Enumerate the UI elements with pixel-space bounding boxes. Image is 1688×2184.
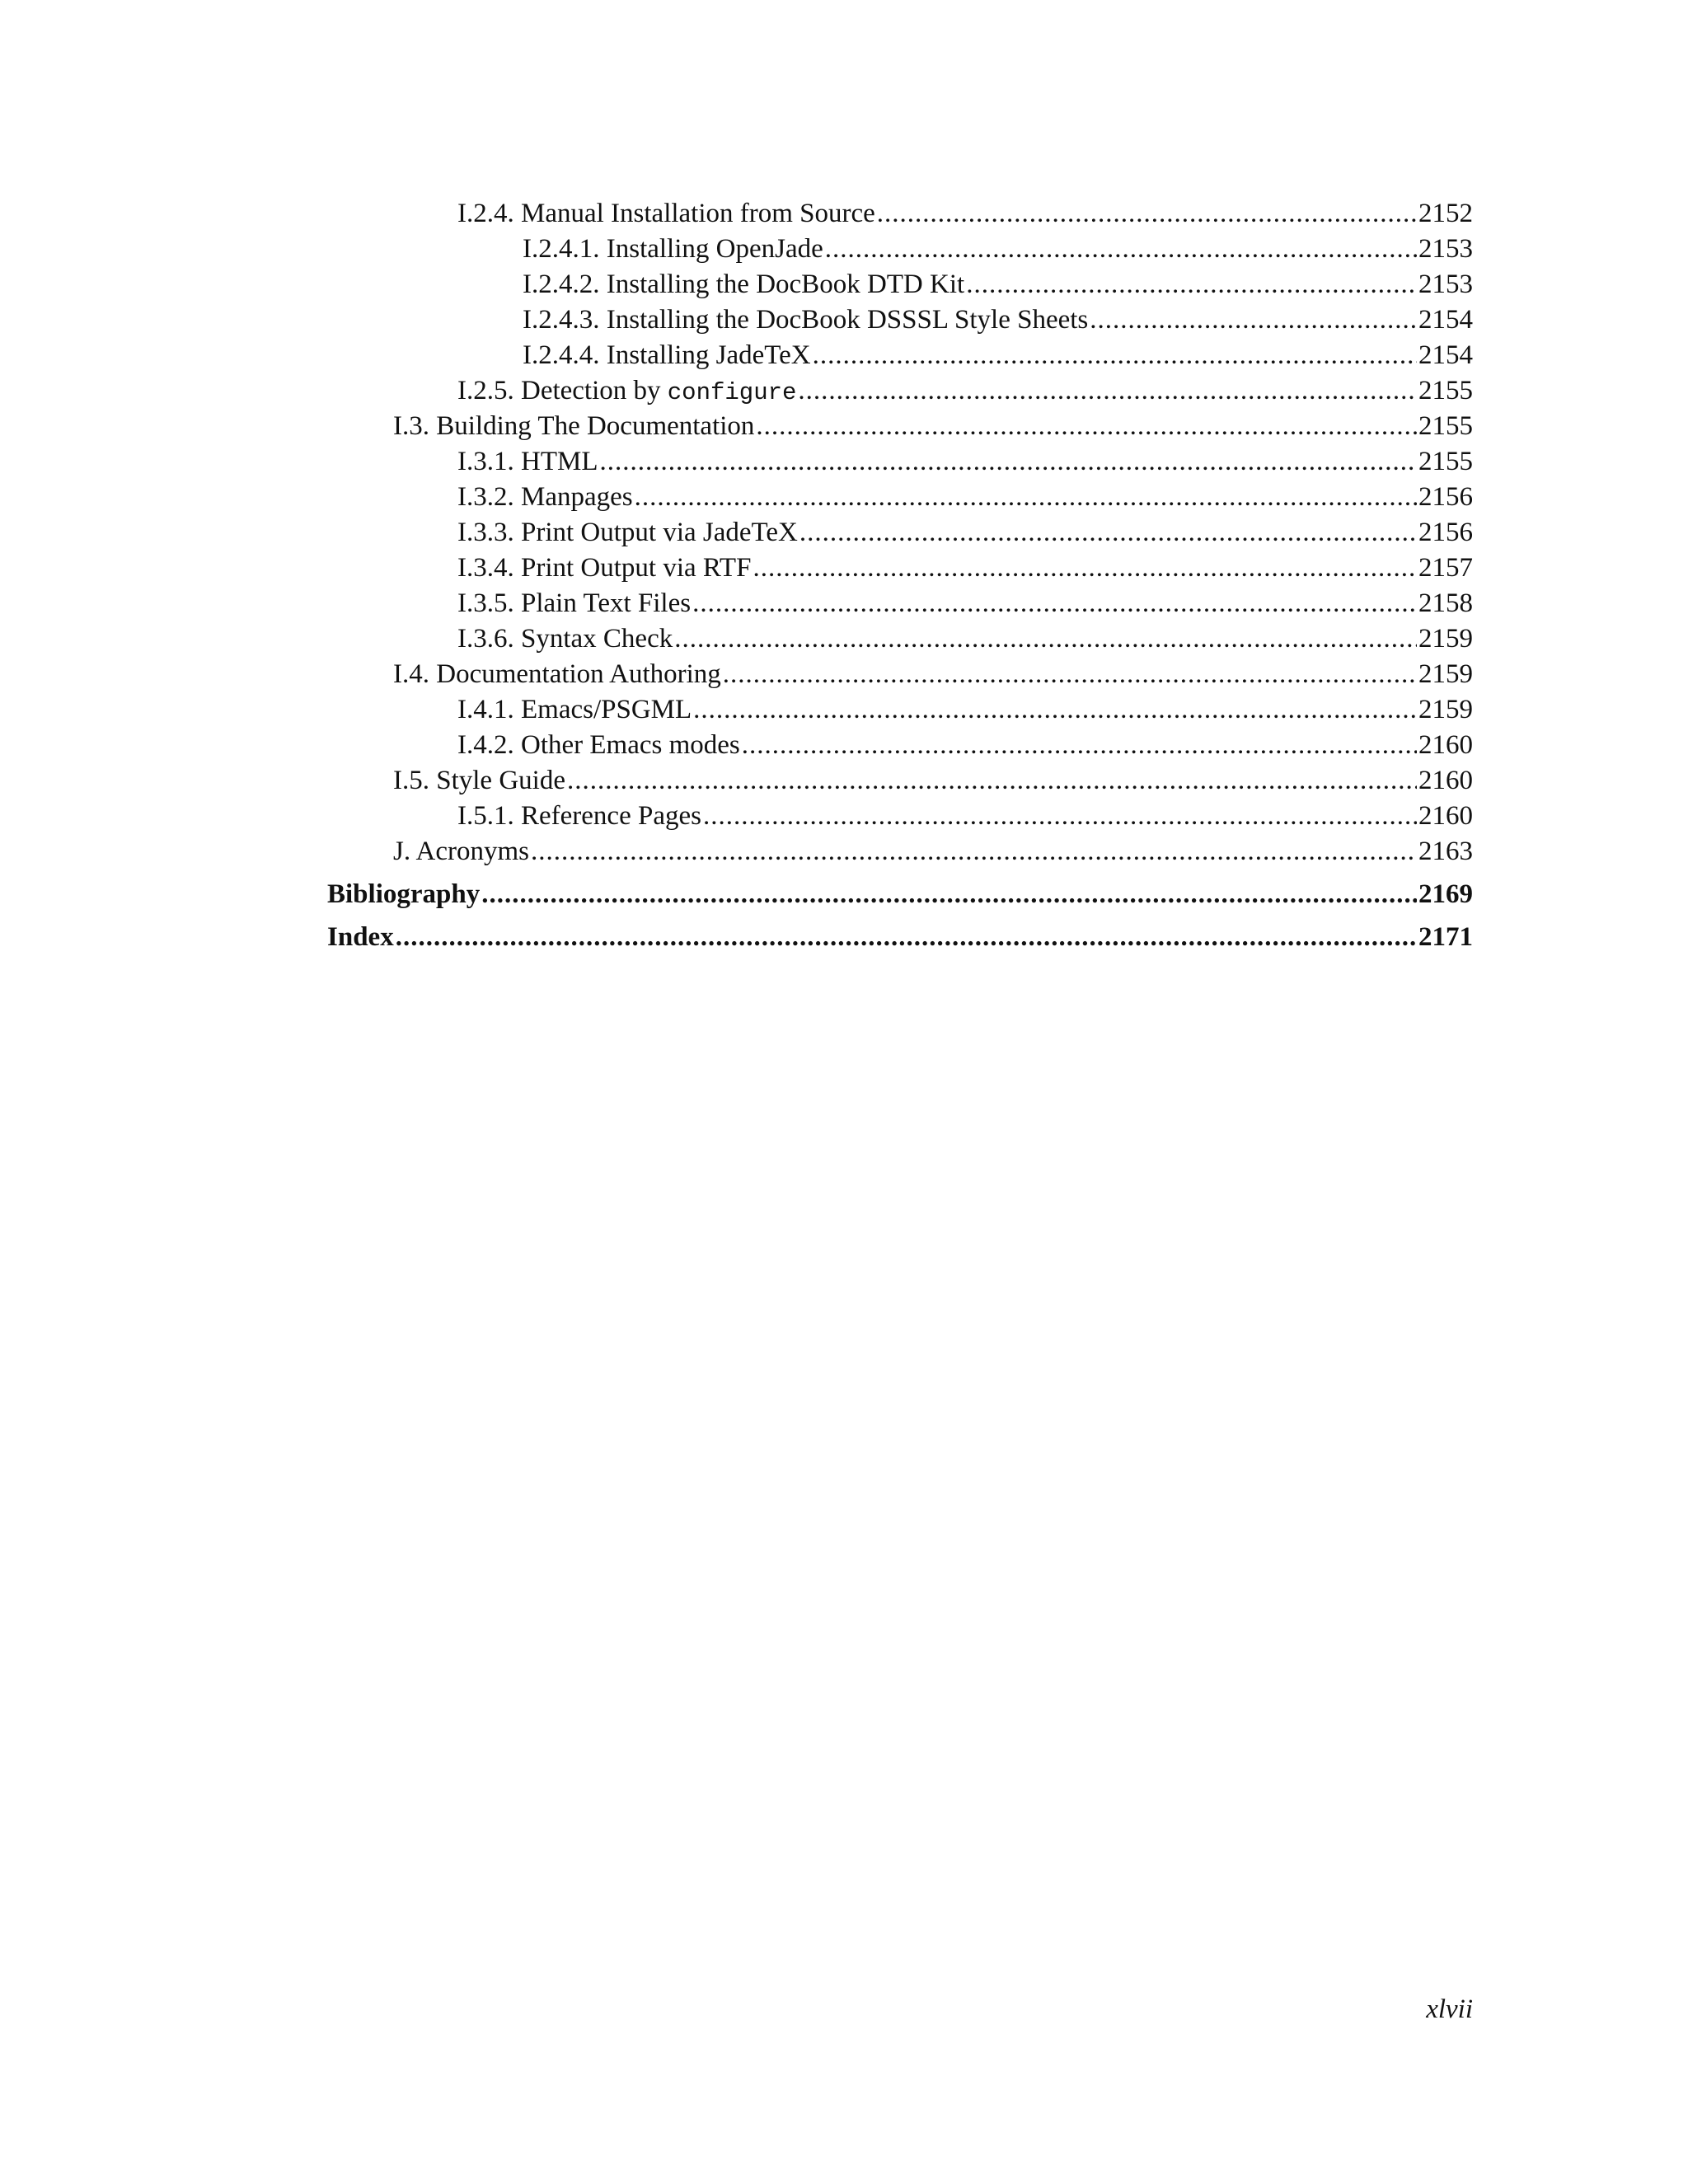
toc-entry[interactable] bbox=[327, 586, 1473, 621]
dot-leader bbox=[599, 444, 1417, 480]
toc-entry[interactable] bbox=[327, 196, 1473, 232]
toc-entry-page: 2160 bbox=[1418, 766, 1473, 795]
dot-leader bbox=[635, 480, 1417, 515]
toc-entry-page: 2154 bbox=[1418, 340, 1473, 370]
dot-leader bbox=[481, 873, 1417, 916]
dot-leader bbox=[674, 621, 1417, 657]
dot-leader bbox=[825, 232, 1417, 267]
dot-leader bbox=[756, 409, 1417, 444]
dot-leader bbox=[799, 515, 1417, 551]
toc-entry-page: 2160 bbox=[1418, 801, 1473, 831]
toc-entry-title: I.4.1. Emacs/PSGML bbox=[457, 695, 692, 724]
dot-leader bbox=[877, 196, 1417, 232]
toc-entry[interactable] bbox=[327, 692, 1473, 728]
toc-entry[interactable] bbox=[327, 373, 1473, 409]
toc-entry[interactable] bbox=[327, 657, 1473, 692]
toc-entry-title: I.5. Style Guide bbox=[393, 766, 565, 795]
toc-entry-page: 2163 bbox=[1418, 837, 1473, 866]
toc-entry-page: 2155 bbox=[1418, 447, 1473, 476]
toc-entry-title: I.2.4.2. Installing the DocBook DTD Kit bbox=[523, 269, 965, 299]
toc-entry-page: 2160 bbox=[1418, 730, 1473, 760]
toc-entry-title: I.3.2. Manpages bbox=[457, 482, 633, 512]
toc-entry-title: I.2.4. Manual Installation from Source bbox=[457, 199, 875, 228]
toc-entry-title: Index bbox=[327, 922, 394, 952]
toc-entry-page: 2155 bbox=[1418, 411, 1473, 441]
toc-entry-page: 2152 bbox=[1418, 199, 1473, 228]
toc-entry-page: 2153 bbox=[1418, 234, 1473, 264]
toc-entry[interactable] bbox=[327, 515, 1473, 551]
toc-entry-title: Bibliography bbox=[327, 879, 481, 909]
toc-entry-title: I.3.4. Print Output via RTF bbox=[457, 553, 752, 583]
toc-entry-page: 2158 bbox=[1418, 588, 1473, 618]
dot-leader bbox=[692, 586, 1417, 621]
toc-entry-title: I.3.6. Syntax Check bbox=[457, 624, 673, 654]
toc-entry-page: 2156 bbox=[1418, 482, 1473, 512]
dot-leader bbox=[742, 728, 1417, 763]
toc-entry[interactable] bbox=[327, 799, 1473, 834]
toc-entry-title: I.4. Documentation Authoring bbox=[393, 659, 721, 689]
toc-entry-index[interactable] bbox=[327, 916, 1473, 958]
toc-entry-title: I.5.1. Reference Pages bbox=[457, 801, 701, 831]
toc-entry[interactable] bbox=[327, 480, 1473, 515]
toc-entry-page: 2169 bbox=[1418, 879, 1473, 909]
toc-entry[interactable] bbox=[327, 232, 1473, 267]
dot-leader bbox=[813, 338, 1417, 373]
toc-entry-page: 2154 bbox=[1418, 305, 1473, 335]
dot-leader bbox=[567, 763, 1417, 799]
toc-entry[interactable] bbox=[327, 338, 1473, 373]
toc-entry-title: J. Acronyms bbox=[393, 837, 529, 866]
toc-entry-title: I.4.2. Other Emacs modes bbox=[457, 730, 740, 760]
dot-leader bbox=[703, 799, 1417, 834]
dot-leader bbox=[753, 551, 1417, 586]
table-of-contents bbox=[327, 196, 1473, 958]
toc-entry[interactable] bbox=[327, 551, 1473, 586]
toc-entry-page: 2159 bbox=[1418, 624, 1473, 654]
toc-entry-title: I.3. Building The Documentation bbox=[393, 411, 755, 441]
toc-entry[interactable] bbox=[327, 267, 1473, 302]
toc-entry-title: I.2.4.3. Installing the DocBook DSSSL Style Sheets bbox=[523, 305, 1089, 335]
toc-entry-title bbox=[457, 373, 796, 410]
toc-entry-page: 2159 bbox=[1418, 695, 1473, 724]
dot-leader bbox=[798, 373, 1417, 409]
toc-entry-page: 2171 bbox=[1418, 922, 1473, 952]
toc-entry-bibliography[interactable] bbox=[327, 873, 1473, 916]
dot-leader bbox=[396, 916, 1417, 958]
toc-entry[interactable] bbox=[327, 621, 1473, 657]
toc-entry-code: configure bbox=[667, 379, 797, 406]
toc-entry-title: I.2.4.1. Installing OpenJade bbox=[523, 234, 823, 264]
toc-entry-page: 2159 bbox=[1418, 659, 1473, 689]
toc-entry[interactable] bbox=[327, 302, 1473, 338]
toc-entry[interactable] bbox=[327, 834, 1473, 869]
dot-leader bbox=[693, 692, 1417, 728]
dot-leader bbox=[966, 267, 1417, 302]
toc-entry-page: 2155 bbox=[1418, 376, 1473, 405]
dot-leader bbox=[723, 657, 1417, 692]
toc-entry[interactable] bbox=[327, 763, 1473, 799]
toc-entry[interactable] bbox=[327, 409, 1473, 444]
toc-entry-page: 2156 bbox=[1418, 518, 1473, 547]
toc-entry-title-text: I.2.5. Detection by bbox=[457, 376, 661, 405]
toc-entry-title: I.3.3. Print Output via JadeTeX bbox=[457, 518, 798, 547]
toc-entry[interactable] bbox=[327, 444, 1473, 480]
dot-leader bbox=[1090, 302, 1417, 338]
page-number: xlvii bbox=[1426, 1994, 1473, 2024]
toc-entry-page: 2153 bbox=[1418, 269, 1473, 299]
toc-entry-title: I.3.1. HTML bbox=[457, 447, 598, 476]
toc-entry-title: I.2.4.4. Installing JadeTeX bbox=[523, 340, 811, 370]
toc-entry-page: 2157 bbox=[1418, 553, 1473, 583]
toc-entry-title: I.3.5. Plain Text Files bbox=[457, 588, 692, 618]
toc-entry[interactable] bbox=[327, 728, 1473, 763]
dot-leader bbox=[531, 834, 1417, 869]
